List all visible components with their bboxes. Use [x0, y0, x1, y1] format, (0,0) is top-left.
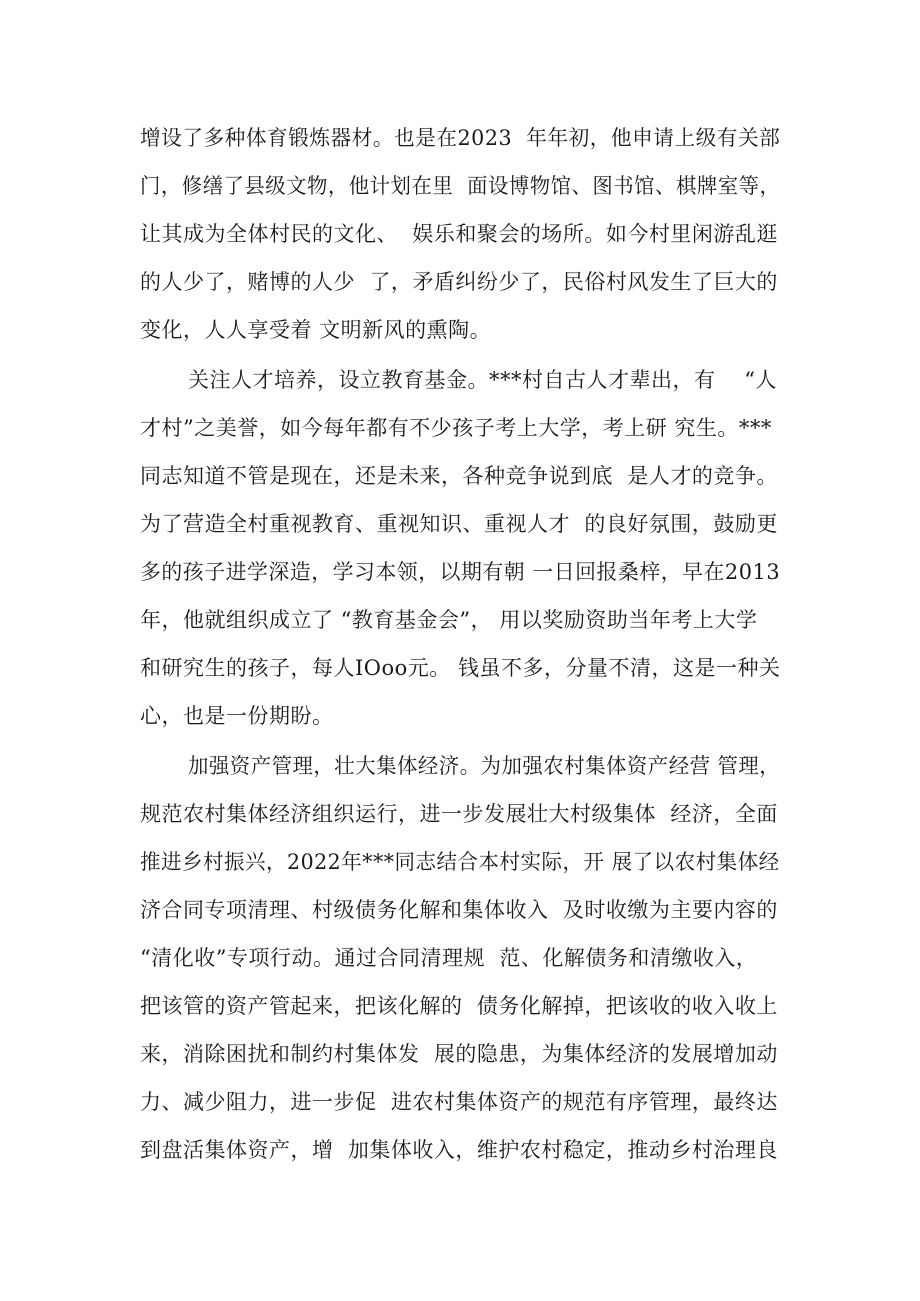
- text-line: 为了营造全村重视教育、重视知识、重视人才 的良好氛围，鼓励更: [140, 512, 778, 536]
- text-line: 推进乡村振兴，2022年***同志结合本村实际，开 展了以农村集体经: [140, 850, 780, 874]
- text-line: “清化收”专项行动。通过合同清理规 范、化解债务和清缴收入，: [140, 946, 758, 970]
- text-line: 同志知道不管是现在，还是未来，各种竞争说到底 是人才的竞争。: [140, 464, 778, 488]
- paragraph-first-line: 关注人才培养，设立教育基金。***村自古人才辈出，有 “人: [188, 368, 777, 392]
- text-line: 把该管的资产管起来，把该化解的 债务化解掉，把该收的收入收上: [140, 994, 778, 1018]
- paragraph-first-line: 加强资产管理，壮大集体经济。为加强农村集体资产经营 管理，: [188, 754, 781, 778]
- text-line: 的人少了，赌博的人少 了，矛盾纠纷少了，民俗村风发生了巨大的: [140, 270, 778, 294]
- text-line: 力、减少阻力，进一步促 进农村集体资产的规范有序管理，最终达: [140, 1090, 778, 1114]
- text-line: 规范农村集体经济组织运行，进一步发展壮大村级集体 经济，全面: [140, 802, 778, 826]
- text-line: 心，也是一份期盼。: [140, 704, 334, 728]
- text-line: 才村”之美誉，如今每年都有不少孩子考上大学，考上研 究生。***: [140, 416, 772, 440]
- text-line: 和研究生的孩子，每人IOoo元。 钱虽不多，分量不清，这是一种关: [140, 656, 781, 680]
- text-line: 让其成为全体村民的文化、 娱乐和聚会的场所。如今村里闲游乱逛: [140, 222, 778, 246]
- text-line: 变化，人人享受着 文明新风的熏陶。: [140, 318, 492, 342]
- text-line: 来，消除困扰和制约村集体发 展的隐患，为集体经济的发展增加动: [140, 1042, 778, 1066]
- text-line: 多的孩子进学深造，学习本领，以期有朝 一日回报桑梓，早在2013: [140, 560, 781, 584]
- text-line: 门，修缮了县级文物，他计划在里 面设博物馆、图书馆、棋牌室等，: [140, 174, 781, 198]
- text-line: 济合同专项清理、村级债务化解和集体收入 及时收缴为主要内容的: [140, 898, 778, 922]
- text-line: 到盘活集体资产，增 加集体收入，维护农村稳定，推动乡村治理良: [140, 1138, 778, 1162]
- text-line: 增设了多种体育锻炼器材。也是在2023 年年初，他申请上级有关部: [140, 126, 781, 150]
- text-line: 年，他就组织成立了 “教育基金会”， 用以奖励资助当年考上大学: [140, 608, 758, 632]
